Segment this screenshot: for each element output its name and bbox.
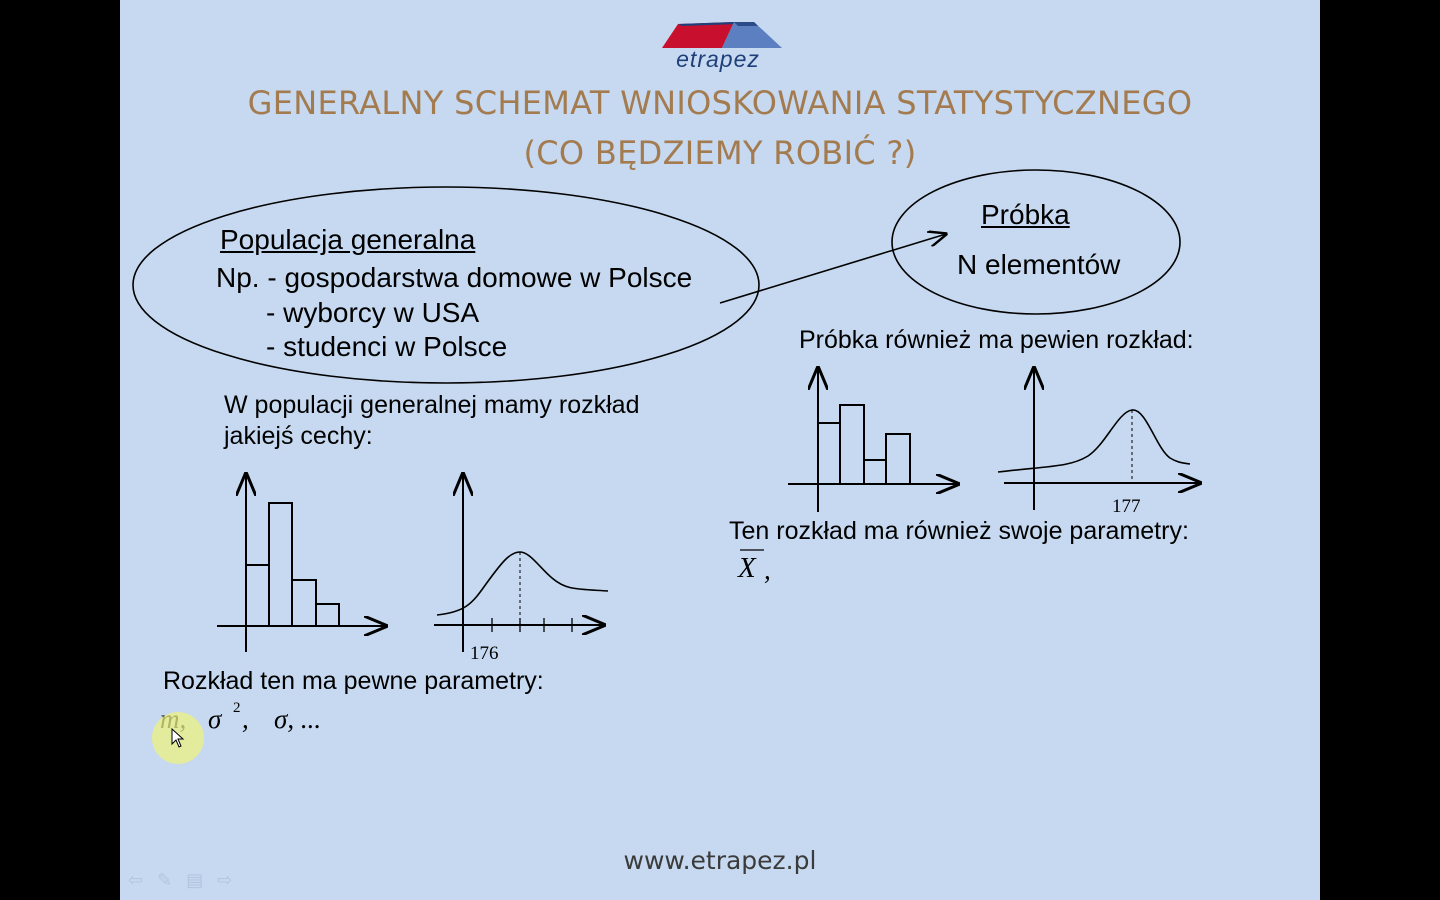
- histogram-bar: [269, 503, 292, 626]
- population-dist-text-1: W populacji generalnej mamy rozkład: [224, 391, 640, 419]
- population-example-3: - studenci w Polsce: [266, 331, 508, 362]
- slide: [120, 0, 1320, 900]
- histogram-bar: [886, 434, 910, 484]
- param-variance-sigma: σ: [208, 704, 222, 734]
- population-params-label: Rozkład ten ma pewne parametry:: [163, 667, 544, 695]
- density-curve: [998, 410, 1190, 472]
- sample-mean-xbar: X: [738, 552, 756, 584]
- param-variance-exponent: 2: [233, 700, 241, 716]
- sample-mean-comma: ,: [764, 555, 771, 585]
- sample-ellipse: [892, 170, 1180, 314]
- population-tick-label: 176: [470, 643, 499, 664]
- forward-arrow-icon[interactable]: ⇨: [217, 870, 233, 891]
- histogram-bar: [864, 460, 886, 484]
- population-density-chart: [434, 474, 608, 652]
- mouse-pointer-icon: [171, 728, 185, 748]
- slide-title-line1: GENERALNY SCHEMAT WNIOSKOWANIA STATYSTYCZNEGO: [247, 84, 1193, 122]
- histogram-bar: [840, 405, 864, 484]
- slide-title-line2: (CO BĘDZIEMY ROBIĆ ?): [523, 134, 917, 172]
- histogram-bar: [292, 580, 316, 626]
- back-arrow-icon[interactable]: ⇦: [128, 870, 144, 891]
- sample-subtitle: N elementów: [957, 249, 1121, 280]
- population-histogram: [217, 474, 386, 652]
- menu-icon[interactable]: ▤: [186, 870, 204, 891]
- sample-heading: Próbka: [981, 199, 1070, 230]
- logo-text: etrapez: [676, 46, 760, 72]
- histogram-bar: [818, 423, 840, 484]
- param-std-dev: σ, ...: [274, 704, 322, 734]
- param-variance-comma: ,: [242, 704, 249, 734]
- sample-density-chart: [998, 368, 1200, 510]
- population-example-2: - wyborcy w USA: [266, 297, 480, 328]
- histogram-bar: [316, 604, 339, 626]
- sample-params-label: Ten rozkład ma również swoje parametry:: [729, 517, 1189, 545]
- population-example-1: Np. - gospodarstwa domowe w Polsce: [216, 262, 693, 293]
- sample-dist-heading: Próbka również ma pewien rozkład:: [799, 326, 1194, 354]
- pen-icon[interactable]: ✎: [157, 870, 173, 891]
- footer-url[interactable]: www.etrapez.pl: [623, 846, 817, 875]
- population-dist-text-2: jakiejś cechy:: [224, 422, 373, 450]
- sample-tick-label: 177: [1112, 496, 1141, 517]
- sample-histogram: [788, 368, 958, 512]
- histogram-bar: [246, 565, 269, 626]
- population-heading: Populacja generalna: [220, 224, 476, 255]
- slide-nav-controls: [128, 870, 232, 891]
